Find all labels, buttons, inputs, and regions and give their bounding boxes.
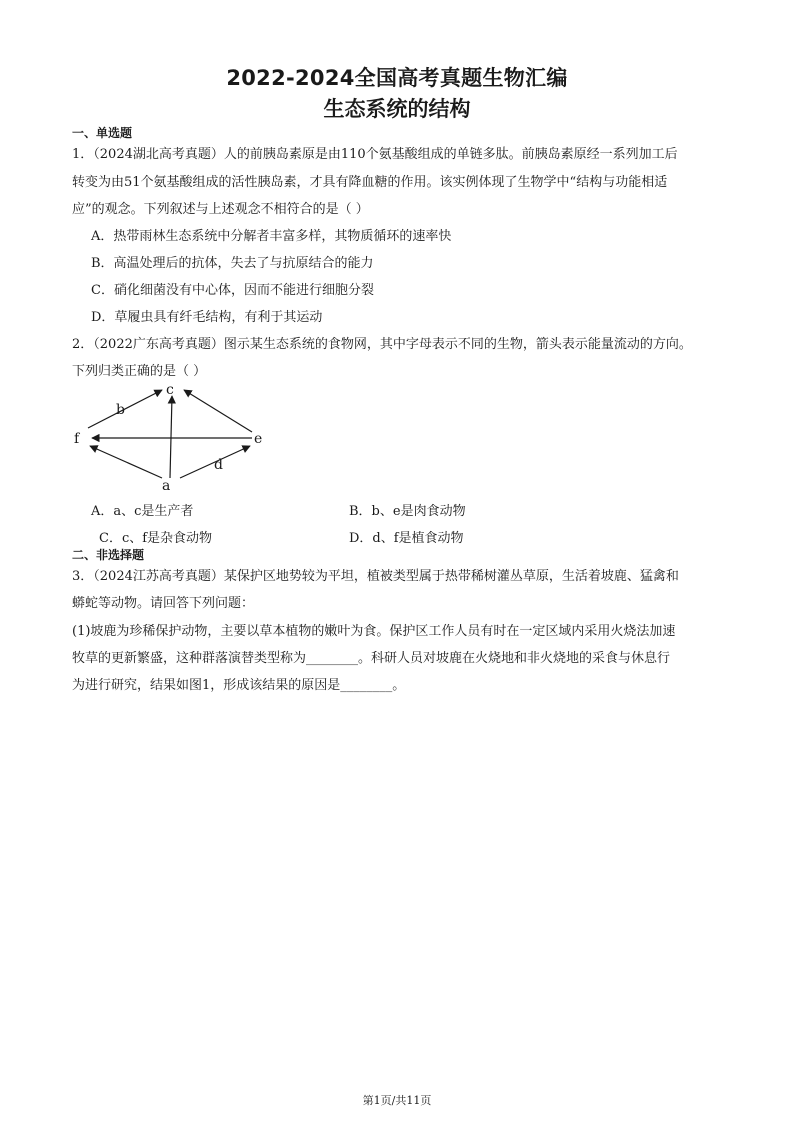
arrow-f-to-c [88, 390, 162, 428]
q2-option-a: A．a、c是生产者 [91, 504, 194, 519]
arrow-a-to-c [170, 396, 172, 478]
node-d: d [214, 457, 223, 473]
node-f: f [74, 431, 80, 447]
page-number: 第1页/共11页 [362, 1094, 432, 1107]
q3-text-line: (1)坡鹿为珍稀保护动物，主要以草本植物的嫩叶为食。保护区工作人员有时在一定区域内采用火烧法加速 [72, 624, 676, 639]
q3-text-line: 蟒蛇等动物。请回答下列问题： [72, 596, 255, 611]
q2-option-c: C．c、f是杂食动物 [99, 531, 213, 546]
q1-option-a: A．热带雨林生态系统中分解者丰富多样，其物质循环的速率快 [91, 229, 452, 244]
arrow-e-to-c [184, 390, 252, 432]
node-c: c [166, 382, 174, 398]
q1-option-c: C．硝化细菌没有中心体，因而不能进行细胞分裂 [91, 283, 374, 298]
q1-option-d: D．草履虫具有纤毛结构，有利于其运动 [91, 310, 323, 325]
q3-text-line: 为进行研究，结果如图1，形成该结果的原因是________。 [72, 678, 406, 693]
q3-text-line: 牧草的更新繁盛，这种群落演替类型称为________。科研人员对坡鹿在火烧地和非火烧地的采食与休息行 [72, 651, 671, 666]
document-title: 2022-2024全国高考真题生物汇编 [226, 66, 568, 90]
q1-text-line: 1．（2024湖北高考真题）人的前胰岛素原是由110个氨基酸组成的单链多肽。前胰岛素原经一系列加工后 [72, 147, 678, 162]
q2-option-b: B．b、e是肉食动物 [349, 504, 466, 519]
food-web-diagram [66, 378, 276, 493]
node-a: a [162, 478, 171, 493]
q2-option-d: D．d、f是植食动物 [349, 531, 464, 546]
arrow-a-to-f [90, 446, 162, 478]
q2-text-line: 下列归类正确的是（ ） [72, 364, 207, 379]
section-heading-single-choice: 一、单选题 [72, 126, 133, 140]
q1-text-line: 应”的观念。下列叙述与上述观念不相符合的是（ ） [72, 202, 369, 217]
document-subtitle: 生态系统的结构 [323, 97, 471, 121]
section-heading-non-choice: 二、非选择题 [72, 548, 145, 562]
q1-option-b: B．高温处理后的抗体，失去了与抗原结合的能力 [91, 256, 374, 271]
q1-text-line: 转变为由51个氨基酸组成的活性胰岛素，才具有降血糖的作用。该实例体现了生物学中“结构与功能相适 [72, 175, 668, 190]
node-b: b [116, 402, 125, 418]
q2-text-line: 2．（2022广东高考真题）图示某生态系统的食物网，其中字母表示不同的生物，箭头表示能量流动的方向。 [72, 337, 692, 352]
node-e: e [254, 431, 263, 447]
q3-text-line: 3．（2024江苏高考真题）某保护区地势较为平坦，植被类型属于热带稀树灌丛草原，生活着坡鹿、猛禽和 [72, 569, 679, 584]
